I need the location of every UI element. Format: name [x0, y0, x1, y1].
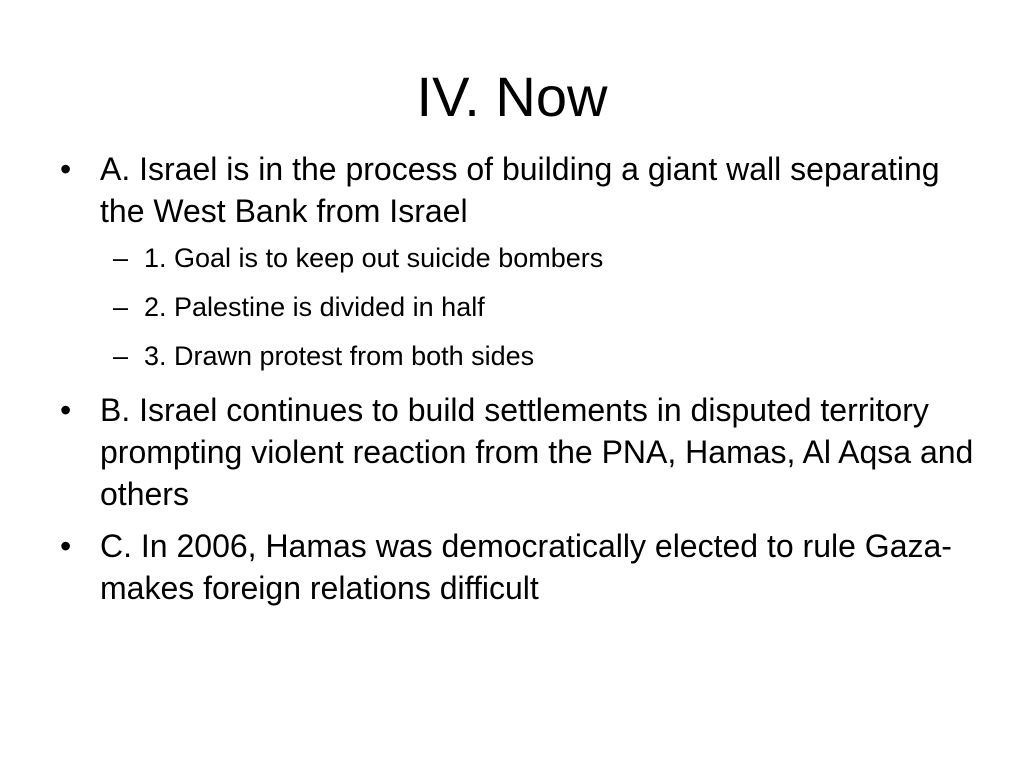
sub-item-text: 3. Drawn protest from both sides	[144, 341, 535, 371]
dash-icon: –	[113, 341, 129, 371]
bullet-icon: •	[60, 392, 72, 428]
sub-list	[60, 242, 980, 372]
sub-item-3	[60, 340, 980, 372]
slide-body	[60, 148, 980, 619]
bullet-text: A. Israel is in the process of building a giant wall separating the West Bank from Israel	[100, 151, 940, 229]
sub-item-text: 1. Goal is to keep out suicide bombers	[144, 243, 604, 273]
bullet-item-b	[60, 389, 980, 515]
bullet-icon: •	[60, 528, 72, 564]
bullet-text: C. In 2006, Hamas was democratically elected to rule Gaza- makes foreign relations difficult	[100, 528, 952, 606]
bullet-text: B. Israel continues to build settlements in disputed territory prompting violent reaction from the PNA, Hamas, Al Aqsa and others	[100, 392, 974, 512]
dash-icon: –	[113, 292, 129, 322]
bullet-item-a	[60, 148, 980, 232]
sub-item-text: 2. Palestine is divided in half	[144, 292, 485, 322]
sub-item-1	[60, 242, 980, 274]
bullet-item-c	[60, 525, 980, 609]
bullet-icon: •	[60, 151, 72, 187]
sub-item-2	[60, 291, 980, 323]
slide-title: IV. Now	[416, 65, 608, 128]
dash-icon: –	[113, 243, 129, 273]
